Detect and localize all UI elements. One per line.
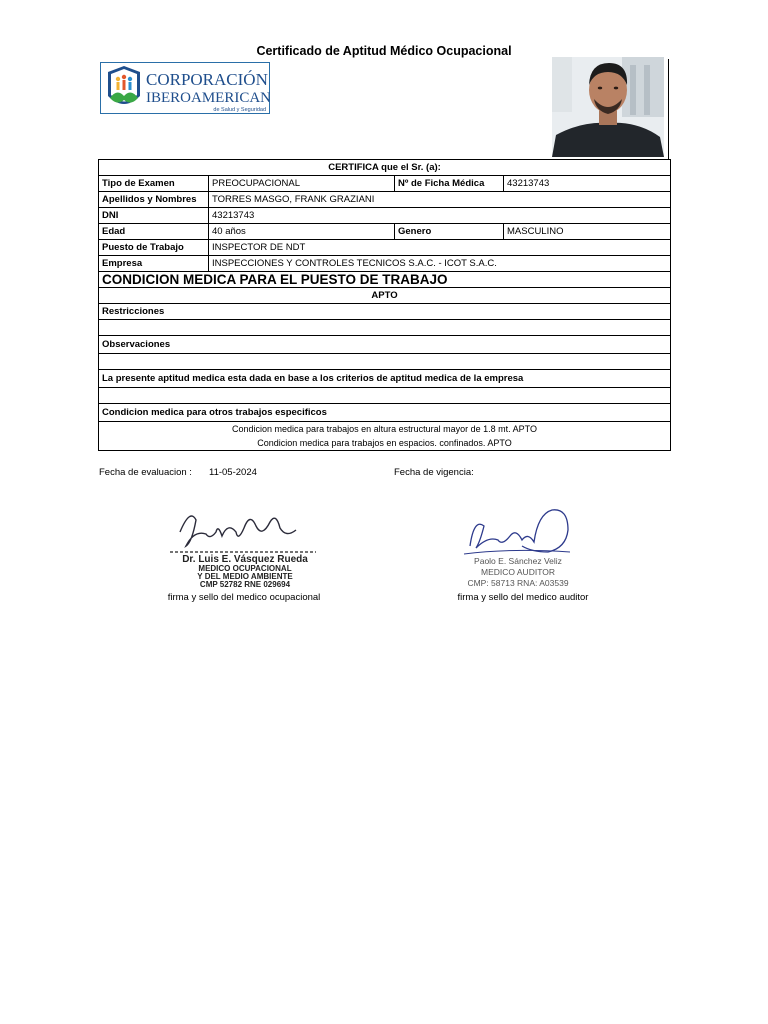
caption-ocupacional: firma y sello del medico ocupacional — [167, 592, 321, 603]
table-row — [99, 304, 671, 320]
otros-line-2: Condicion medica para trabajos en espacios. confinados. APTO — [257, 438, 512, 448]
edad-label: Edad — [99, 224, 209, 240]
empresa-value: INSPECCIONES Y CONTROLES TECNICOS S.A.C. - ICOT S.A.C. — [209, 256, 671, 272]
table-row — [99, 192, 671, 208]
nombres-label: Apellidos y Nombres — [99, 192, 209, 208]
signature-auditor — [452, 502, 592, 590]
header-divider — [668, 59, 669, 159]
table-row — [99, 404, 671, 422]
table-row — [99, 370, 671, 388]
photo-image — [552, 57, 664, 157]
certificate-table — [98, 159, 671, 451]
fecha-evaluacion-label: Fecha de evaluacion : — [99, 467, 192, 478]
stamp1-line3: CMP 52782 RNE 029694 — [199, 580, 291, 589]
table-row — [99, 176, 671, 192]
puesto-label: Puesto de Trabajo — [99, 240, 209, 256]
stamp2-line2: CMP: 58713 RNA: A03539 — [467, 578, 569, 588]
table-row — [99, 422, 671, 451]
table-row — [99, 160, 671, 176]
table-row — [99, 354, 671, 370]
caption-auditor: firma y sello del medico auditor — [457, 592, 589, 603]
signature-ocupacional — [166, 502, 324, 590]
criterios-text: La presente aptitud medica esta dada en base a los criterios de aptitud medica de la empresa — [99, 370, 671, 388]
table-row — [99, 240, 671, 256]
criterios-blank — [99, 388, 671, 404]
page-title: Certificado de Aptitud Médico Ocupacional — [256, 44, 512, 58]
otros-value — [99, 422, 671, 451]
table-row — [99, 224, 671, 240]
certifica-heading: CERTIFICA que el Sr. (a): — [99, 160, 671, 176]
genero-label: Genero — [395, 224, 504, 240]
puesto-value: INSPECTOR DE NDT — [209, 240, 671, 256]
condicion-title: CONDICION MEDICA PARA EL PUESTO DE TRABAJO — [99, 272, 671, 288]
logo-tagline: de Salud y Seguridad — [213, 107, 266, 113]
empresa-label: Empresa — [99, 256, 209, 272]
table-row — [99, 388, 671, 404]
otros-line-1: Condicion medica para trabajos en altura estructural mayor de 1.8 mt. APTO — [232, 424, 538, 434]
signature-stamp-ocupacional — [166, 502, 324, 590]
stamp1-line2: Y DEL MEDIO AMBIENTE — [197, 572, 293, 581]
table-row — [99, 288, 671, 304]
condicion-value: APTO — [99, 288, 671, 304]
stamp2-line1: MEDICO AUDITOR — [481, 567, 555, 577]
stamp2-name: Paolo E. Sánchez Veliz — [474, 556, 562, 566]
restricciones-value — [99, 320, 671, 336]
table-row — [99, 320, 671, 336]
genero-value: MASCULINO — [504, 224, 671, 240]
observaciones-value — [99, 354, 671, 370]
table-row — [99, 336, 671, 354]
dni-label: DNI — [99, 208, 209, 224]
table-row — [99, 208, 671, 224]
fecha-vigencia-label: Fecha de vigencia: — [394, 467, 474, 478]
logo-text-1: CORPORACIÓN — [146, 70, 268, 89]
tipo-examen-label: Tipo de Examen — [99, 176, 209, 192]
otros-label: Condicion medica para otros trabajos especificos — [99, 404, 671, 422]
nombres-value: TORRES MASGO, FRANK GRAZIANI — [209, 192, 671, 208]
table-row — [99, 272, 671, 288]
stamp1-name: Dr. Luis E. Vásquez Rueda — [182, 554, 308, 565]
stamp1-line1: MEDICO OCUPACIONAL — [198, 564, 292, 573]
fecha-evaluacion-value: 11-05-2024 — [209, 467, 257, 478]
ficha-label: Nº de Ficha Médica — [395, 176, 504, 192]
restricciones-label: Restricciones — [99, 304, 671, 320]
company-logo — [100, 62, 270, 118]
dni-value: 43213743 — [209, 208, 671, 224]
tipo-examen-value: PREOCUPACIONAL — [209, 176, 395, 192]
table-row — [99, 256, 671, 272]
patient-photo — [552, 57, 664, 157]
edad-value: 40 años — [209, 224, 395, 240]
observaciones-label: Observaciones — [99, 336, 671, 354]
logo-graphic — [100, 62, 270, 118]
logo-text-2: IBEROAMERICANA — [146, 90, 270, 106]
ficha-value: 43213743 — [504, 176, 671, 192]
signature-stamp-auditor — [452, 502, 592, 590]
